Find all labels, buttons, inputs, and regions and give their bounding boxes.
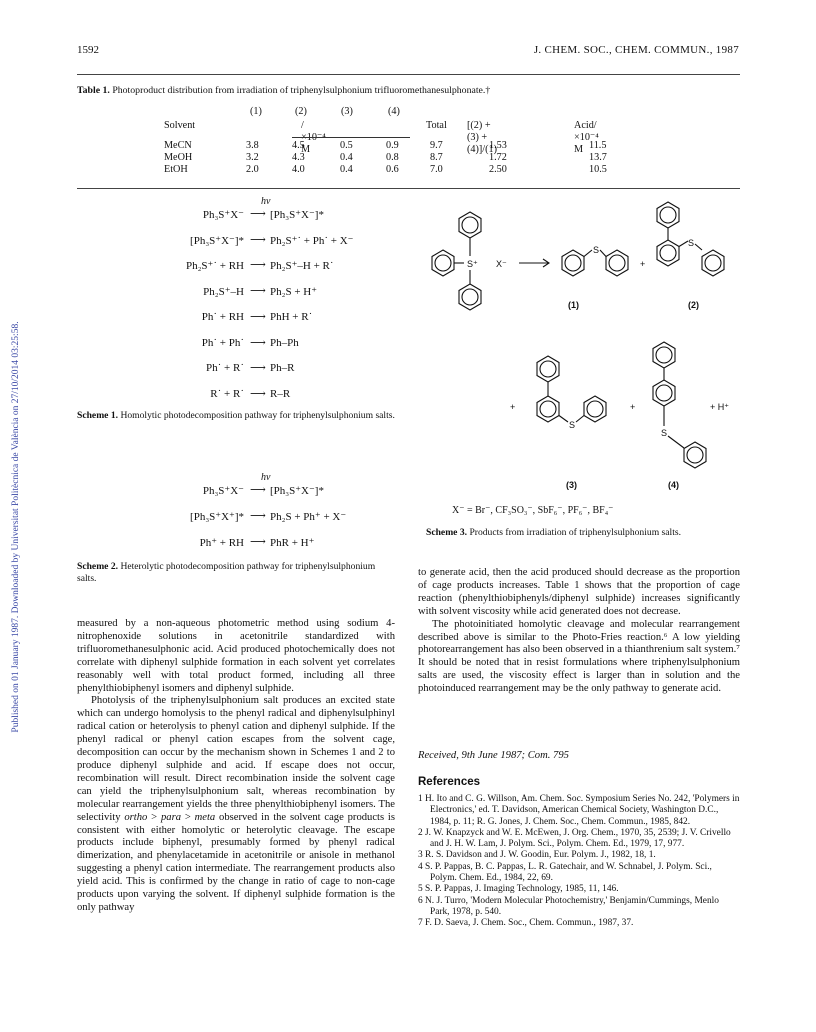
scheme1-caption: Scheme 1. Homolytic photodecomposition pathway for triphenylsulphonium salts. xyxy=(77,410,395,421)
scheme3-structures xyxy=(418,196,740,502)
reference-item: 3 R. S. Davidson and J. W. Goodin, Eur. Polym. J., 1982, 18, 1. xyxy=(418,850,656,861)
table-value-cell: 0.9 xyxy=(386,140,399,151)
reaction-arrow: ⟶ xyxy=(250,310,266,323)
col-units: /×10⁻⁴ M xyxy=(301,120,326,155)
equation-product: Ph–Ph xyxy=(270,336,299,349)
h-plus-label: + H⁺ xyxy=(710,402,730,412)
equation-reactant: Ph₂S⁺–H xyxy=(203,286,244,299)
reaction-arrow: ⟶ xyxy=(250,510,266,522)
equation-product: Ph₂S + Ph⁺ + X⁻ xyxy=(270,511,347,523)
download-watermark: Published on 01 January 1987. Downloaded by Universitat Politècnica de València on 27/10/2014 03:25:58. xyxy=(11,321,21,733)
equation-reactant: Ph˙ + Ph˙ xyxy=(201,336,244,349)
table-value-cell: 4.3 xyxy=(292,152,305,163)
received-line: Received, 9th June 1987; Com. 795 xyxy=(418,750,569,761)
table-value-cell: 2.50 xyxy=(489,164,507,175)
s-label-1: S xyxy=(593,245,600,255)
reference-item: 4 S. P. Pappas, B. C. Pappas, L. R. Gatechair, and W. Schnabel, J. Polym. Sci., Polym. Chem. Ed., 1984, 22, 69. xyxy=(418,861,712,884)
table-value-cell: 13.7 xyxy=(589,152,607,163)
table-value-cell: 3.2 xyxy=(246,152,259,163)
hv-label: hν xyxy=(261,196,271,207)
reference-item: 2 J. W. Knapzyck and W. E. McEwen, J. Org. Chem., 1970, 35, 2539; J. V. Crivello and J. H. W. Lam, J. Polym. Sci., Polym. Chem. Ed., 1979, 17, 977. xyxy=(418,827,731,850)
equation-reactant: R˙ + R˙ xyxy=(210,387,244,400)
table-value-cell: 9.7 xyxy=(430,140,443,151)
equation-reactant: [Ph₃S⁺X⁺]* xyxy=(190,511,244,523)
equation-product: [Ph₃S⁺X⁻]* xyxy=(270,209,324,221)
equation-reactant: Ph˙ + RH xyxy=(201,310,244,323)
equation-product: [Ph₃S⁺X⁻]* xyxy=(270,485,324,497)
table1-caption: Table 1. Photoproduct distribution from irradiation of triphenylsulphonium trifluoromethanesulphonate.† xyxy=(77,85,491,96)
reaction-arrow: ⟶ xyxy=(250,362,266,375)
right-paragraph-2: The photoinitiated homolytic cleavage and molecular rearrangement described above is similar to the Photo-Fries reaction.⁶ A low yielding photorearrangement has also been observed in a thianthrenium salt system.⁷ It should be noted that in resist formulations where triphenylsulphonium salts are used, the viscosity effect is larger than in solution and the photoinduced rearrangement may be the only pathway to generate acid. xyxy=(418,618,740,695)
references-list xyxy=(418,794,740,930)
table-value-cell: 8.7 xyxy=(430,152,443,163)
left-paragraph-1: measured by a non-aqueous photometric method using sodium 4-nitrophenoxide solutions in acetonitrile standardized with trifluoromethanesulphonic acid. Acid produced photochemically does not correlate with diphenyl sulphide formation in each solvent yet correlates reasonably well with total product formed, including all three phenylthiobiphenyl isomers and diphenyl sulphide. xyxy=(77,618,395,694)
reaction-arrow: ⟶ xyxy=(250,336,266,349)
table-value-cell: 3.8 xyxy=(246,140,259,151)
table-value-cell: 11.5 xyxy=(589,140,607,151)
equation-product: PhH + R˙ xyxy=(270,310,313,323)
hv-label: hν xyxy=(261,472,271,483)
equation-product: Ph₂S + H⁺ xyxy=(270,286,318,299)
reference-item: 5 S. P. Pappas, J. Imaging Technology, 1985, 11, 146. xyxy=(418,884,619,895)
equation-product: Ph₂S⁺–H + R˙ xyxy=(270,260,334,273)
reference-item: 6 N. J. Turro, 'Modern Molecular Photochemistry,' Benjamin/Cummings, Menlo Park, 1978, p. 540. xyxy=(418,895,719,917)
s-plus-label: S⁺ xyxy=(467,259,478,269)
meta-phenylthiobiphenyl-structure xyxy=(537,356,606,422)
table-value-cell: 0.8 xyxy=(386,152,399,163)
scheme2-caption: Scheme 2. Heterolytic photodecomposition pathway for triphenylsulphonium salts. xyxy=(77,561,376,584)
left-paragraph-2: Photolysis of the triphenylsulphonium salt produces an excited state which can undergo homolysis to the phenyl radical and diphenylsulphinyl radical cation or heterolysis to phenyl cation and diphenyl sulphide. If the phenyl radical or phenyl cation escapes from the solvent cage, decomposition can occur by the mechanism shown in Schemes 1 and 2 to produce diphenyl sulphide and acid. If escape does not occur, recombination will result. Direct recombination inside the solvent cage can yield the triphenylsulphonium salt, whereas recombination by molecular rearrangement yields the three phenylthiobiphenyl isomers. The selectivity ortho > para > meta observed in the solvent cage products is consistent with either homolytic or heterolytic cleavage. The escape products include biphenyl, presumably formed by phenyl radical dimerization, and phenylacetamide in acetonitrile or anisole in methanol suggesting a phenyl cation intermediate. The rearrangement products also yield acid. This is confirmed by the change in ratio of cage to non-cage products upon varying the solvent. If diphenyl sulphide formation is the only pathway xyxy=(77,695,396,913)
table-value-cell: 2.0 xyxy=(246,164,259,175)
equation-reactant: Ph₃S⁺X⁻ xyxy=(202,485,244,497)
para-phenylthiobiphenyl-structure xyxy=(653,342,706,468)
plus-label-1: + xyxy=(640,259,646,269)
table-bottom-rule xyxy=(77,188,740,189)
equation-reactant: Ph˙ + R˙ xyxy=(206,362,244,375)
equation-reactant: [Ph₃S⁺X⁻]* xyxy=(190,234,244,247)
reaction-arrow: ⟶ xyxy=(250,484,266,496)
plus-label-2: + xyxy=(510,402,516,412)
right-paragraph-1: to generate acid, then the acid produced should decrease as the proportion of cage products increases. Table 1 shows that the proportion of cage reaction (phenylthiobiphenyls/diphenyl sulphide) increases significantly with solvent viscosity while acid generated does not decrease. xyxy=(418,567,740,617)
reference-item: 1 H. Ito and C. G. Willson, Am. Chem. Soc. Symposium Series No. 242, 'Polymers in Electronics,' ed. T. Davidson, American Chemical Society, Washington D.C., 1984, p. 11; R. G. Jones, J. Chem. Soc., Chem. Commun., 1985, 842. xyxy=(418,794,740,827)
table-value-cell: 4.0 xyxy=(292,164,305,175)
reaction-arrow: ⟶ xyxy=(250,285,266,298)
reaction-arrow: ⟶ xyxy=(250,208,266,220)
col-acid: Acid/×10⁻⁴ M xyxy=(574,120,599,155)
equation-product: R–R xyxy=(270,387,291,400)
table-value-cell: 4.5 xyxy=(292,140,305,151)
reaction-arrow: ⟶ xyxy=(250,387,266,400)
reaction-arrow: ⟶ xyxy=(250,259,266,272)
references-title: References xyxy=(418,776,481,788)
table-value-cell: 0.6 xyxy=(386,164,399,175)
col-ratio: [(2) + (3) + (4)]/(1) xyxy=(467,120,497,155)
table-solvent-cell: EtOH xyxy=(164,164,188,175)
left-body-text xyxy=(77,618,395,915)
equation-product: PhR + H⁺ xyxy=(270,537,315,549)
plus-label-3: + xyxy=(630,402,636,412)
table-value-cell: 10.5 xyxy=(589,164,607,175)
s-label-4: S xyxy=(661,428,668,438)
table-value-cell: 1.72 xyxy=(489,152,507,163)
journal-header: J. CHEM. SOC., CHEM. COMMUN., 1987 xyxy=(533,44,739,56)
page-number: 1592 xyxy=(77,44,99,56)
table-value-cell: 0.4 xyxy=(340,152,353,163)
table-solvent-cell: MeOH xyxy=(164,152,193,163)
table-value-cell: 1.53 xyxy=(489,140,507,151)
table-value-cell: 7.0 xyxy=(430,164,443,175)
scheme1-equations xyxy=(130,198,390,408)
x-minus-label: X⁻ xyxy=(496,259,507,269)
compound-3-label: (3) xyxy=(566,480,577,490)
reaction-arrow: ⟶ xyxy=(250,233,266,246)
right-body-text xyxy=(418,567,740,696)
equation-reactant: Ph⁺ + RH xyxy=(199,537,244,549)
header-rule xyxy=(77,74,740,75)
scheme3-caption: Scheme 3. Products from irradiation of triphenylsulphonium salts. xyxy=(426,527,682,538)
col-solvent: Solvent xyxy=(164,120,196,131)
anion-list: X⁻ = Br⁻, CF₃SO₃⁻, SbF₆⁻, PF₆⁻, BF₄⁻ xyxy=(452,505,614,516)
equation-product: Ph–R xyxy=(270,362,295,375)
reference-item: 7 F. D. Saeva, J. Chem. Soc., Chem. Commun., 1987, 37. xyxy=(418,918,634,929)
reaction-arrow: ⟶ xyxy=(250,536,266,548)
scheme2-equations xyxy=(130,474,390,554)
equation-reactant: Ph₃S⁺X⁻ xyxy=(202,209,244,221)
equation-reactant: Ph₂S⁺˙ + RH xyxy=(185,260,244,273)
compound-2-label: (2) xyxy=(688,300,699,310)
compound-1-label: (1) xyxy=(568,300,579,310)
table-value-cell: 0.4 xyxy=(340,164,353,175)
s-label-3: S xyxy=(569,420,576,430)
equation-product: Ph₂S⁺˙ + Ph˙ + X⁻ xyxy=(270,234,354,247)
s-label-2: S xyxy=(688,238,695,248)
compound-4-label: (4) xyxy=(668,480,679,490)
col-total: Total xyxy=(426,120,447,131)
table-solvent-cell: MeCN xyxy=(164,140,192,151)
table-value-cell: 0.5 xyxy=(340,140,353,151)
